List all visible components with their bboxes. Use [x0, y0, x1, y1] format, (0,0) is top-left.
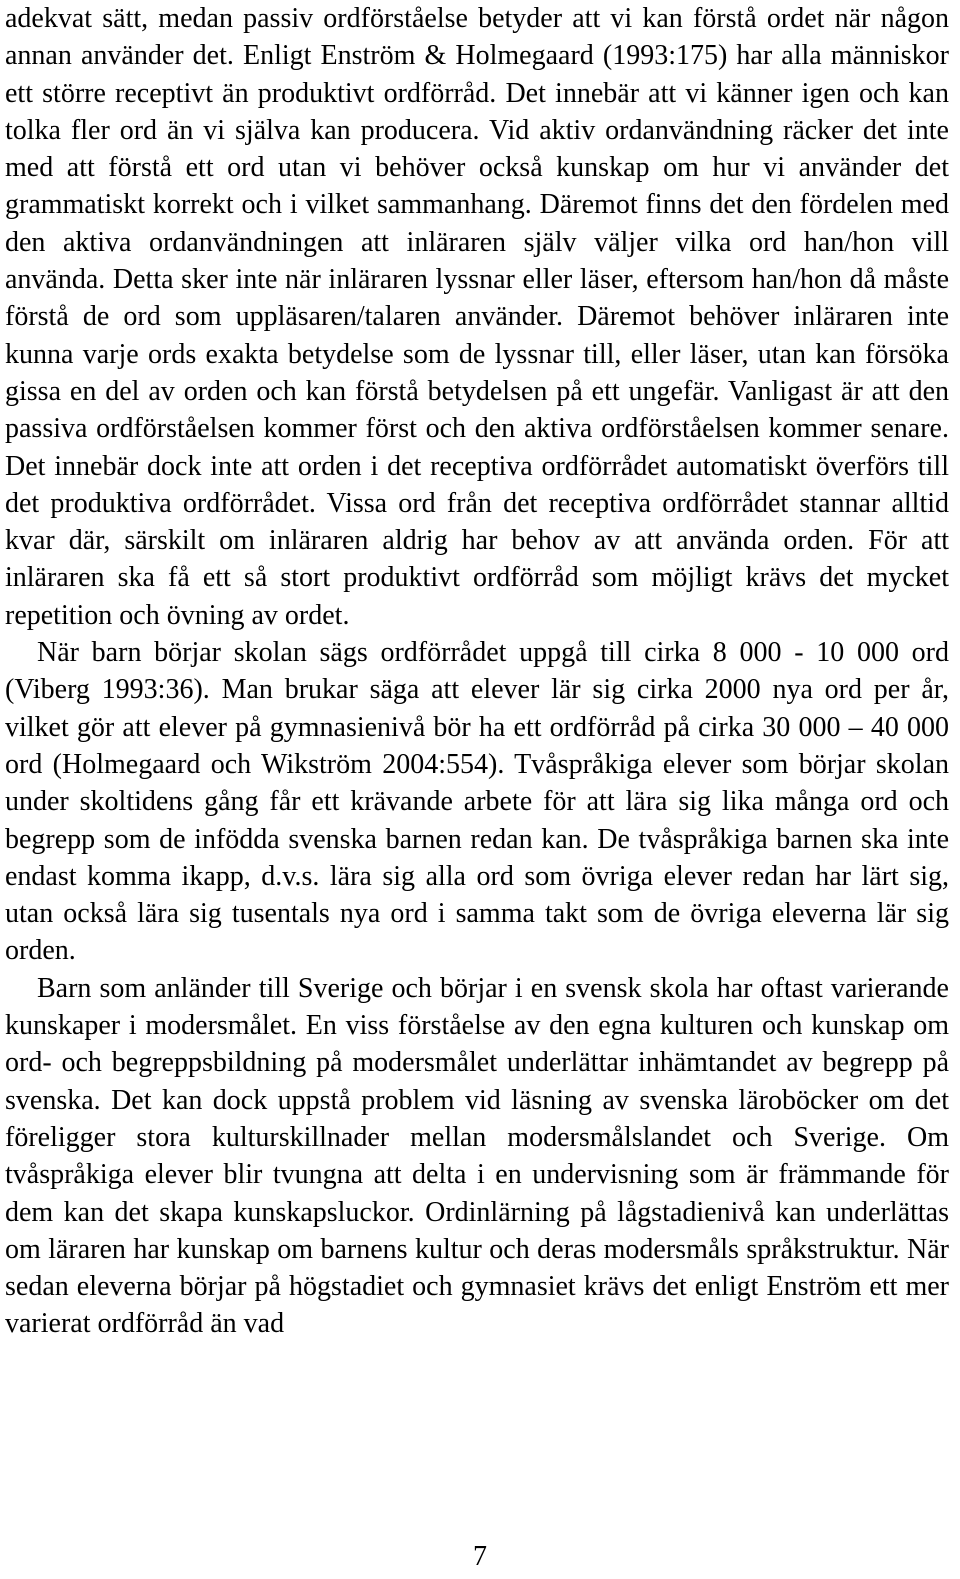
document-page: [5, 0, 949, 1343]
paragraph-2: När barn börjar skolan sägs ordförrådet uppgå till cirka 8 000 - 10 000 ord (Viberg 1993:36). Man brukar säga att elever lär sig cirka 2000 nya ord per år, vilket gör att elever på gymnasienivå bör ha ett ordförråd på cirka 30 000 – 40 000 ord (Holmegaard och Wikström 2004:554). Tvåspråkiga elever som börjar skolan under skoltidens gång får ett krävande arbete för att lära sig lika många ord och begrepp som de infödda svenska barnen redan kan. De tvåspråkiga barnen ska inte endast komma ikapp, d.v.s. lära sig alla ord som övriga elever redan har lärt sig, utan också lära sig tusentals nya ord i samma takt som de övriga eleverna lär sig orden.: [5, 637, 949, 967]
paragraph-1: adekvat sätt, medan passiv ordförståelse betyder att vi kan förstå ordet när någon annan använder det. Enligt Enström & Holmegaard (1993:175) har alla människor ett större receptivt än produktivt ordförråd. Det innebär att vi känner igen och kan tolka fler ord än vi själva kan producera. Vid aktiv ordanvändning räcker det inte med att förstå ett ord utan vi behöver också kunskap om hur vi använder det grammatiskt korrekt och i vilket sammanhang. Däremot finns det den fördelen med den aktiva ordanvändningen att inläraren själv väljer vilka ord han/hon vill använda. Detta sker inte när inläraren lyssnar eller läser, eftersom han/hon då måste förstå de ord som uppläsaren/talaren använder. Däremot behöver inläraren inte kunna varje ords exakta betydelse som de lyssnar till, eller läser, utan kan försöka gissa en del av orden och kan förstå betydelsen på ett ungefär. Vanligast är att den passiva ordförståelsen kommer först och den aktiva ordförståelsen kommer senare. Det innebär dock inte att orden i det receptiva ordförrådet automatiskt överförs till det produktiva ordförrådet. Vissa ord från det receptiva ordförrådet stannar alltid kvar där, särskilt om inläraren aldrig har behov av att använda orden. För att inläraren ska få ett så stort produktivt ordförråd som möjligt krävs det mycket repetition och övning av ordet.: [5, 3, 949, 631]
page-number: 7: [473, 1541, 487, 1572]
paragraph-3: Barn som anländer till Sverige och börjar i en svensk skola har oftast varierande kunskaper i modersmålet. En viss förståelse av den egna kulturen och kunskap om ord- och begreppsbildning på modersmålet underlättar inhämtandet av begrepp på svenska. Det kan dock uppstå problem vid läsning av svenska läroböcker om det föreligger stora kulturskillnader mellan modersmålslandet och Sverige. Om tvåspråkiga elever blir tvungna att delta i en undervisning som är främmande för dem kan det skapa kunskapsluckor. Ordinlärning på lågstadienivå kan underlättas om läraren har kunskap om barnens kultur och deras modersmåls språkstruktur. När sedan eleverna börjar på högstadiet och gymnasiet krävs det enligt Enström ett mer varierat ordförråd än vad: [5, 972, 949, 1340]
